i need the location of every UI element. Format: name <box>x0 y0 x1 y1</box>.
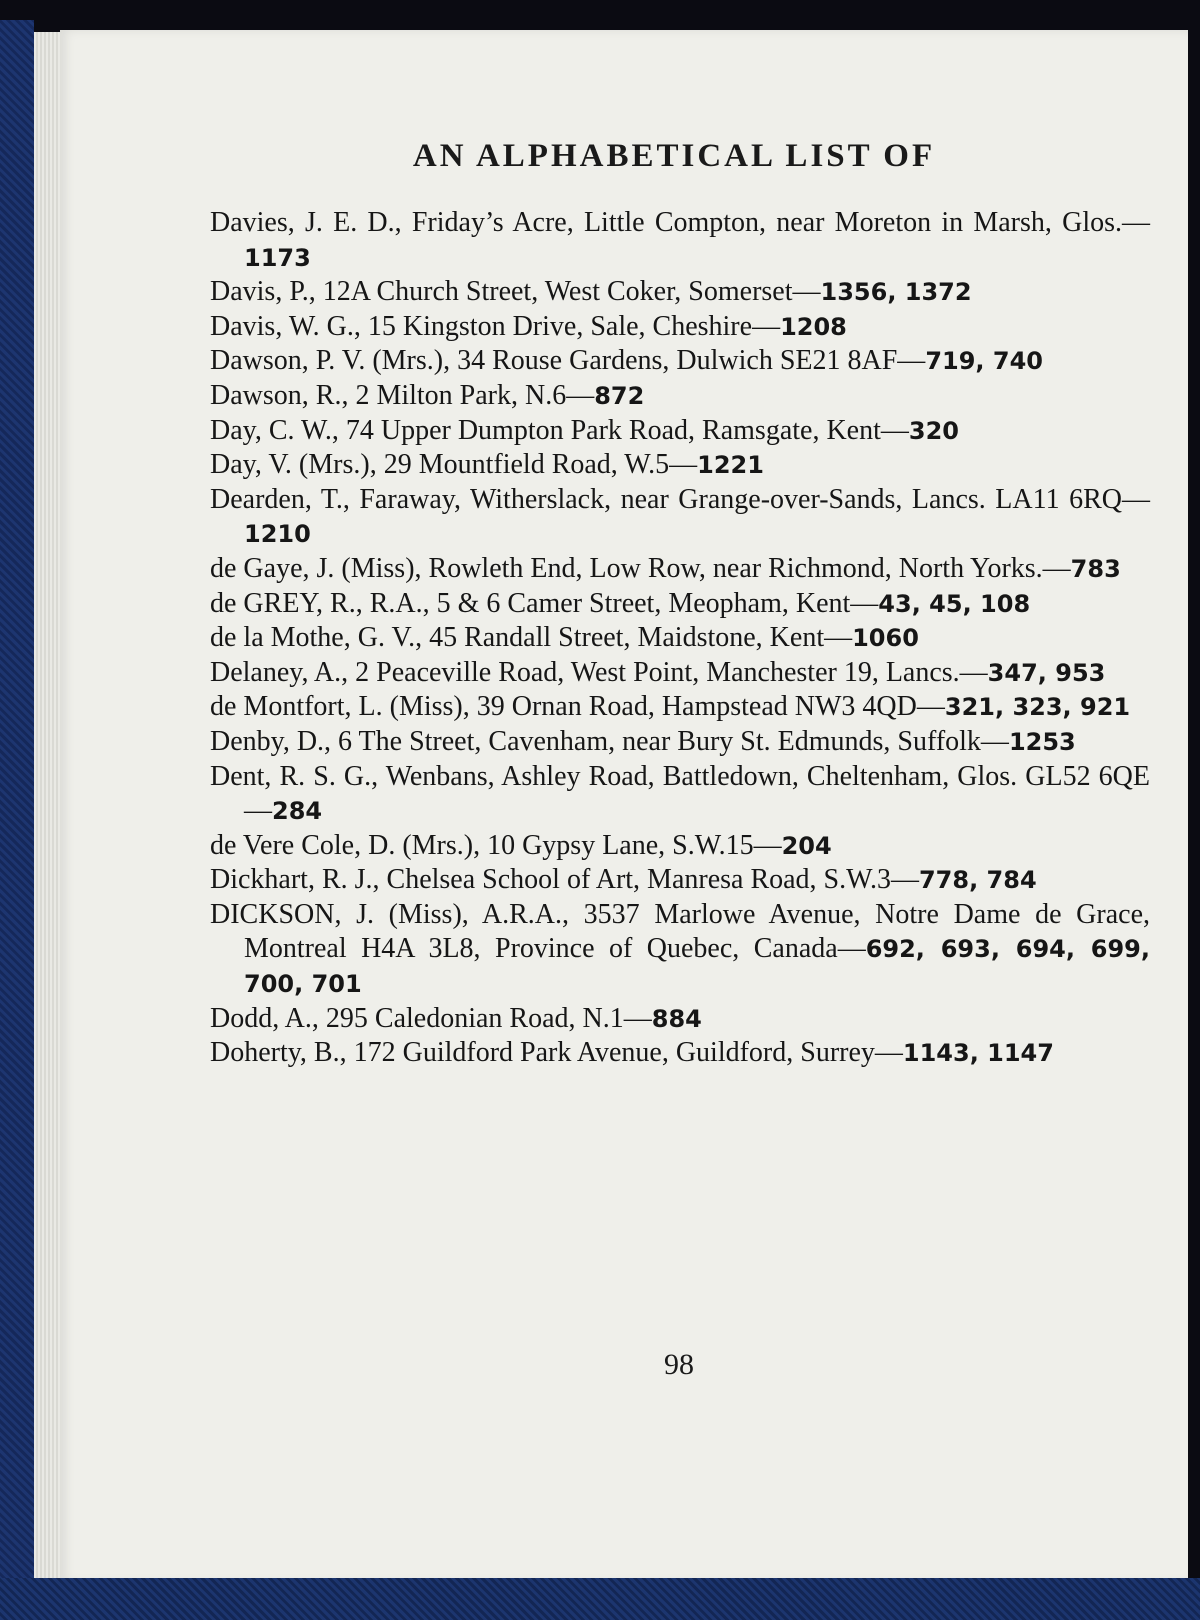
book-binding <box>0 20 34 1580</box>
list-entry <box>210 760 1150 829</box>
entry-refs: 204 <box>781 831 832 860</box>
entry-refs: 1143, 1147 <box>902 1039 1054 1068</box>
list-entry <box>210 587 1150 622</box>
entry-text: Davies, J. E. D., Friday’s Acre, Little Compton, near Moreton in Marsh, Glos.— <box>210 207 1150 238</box>
entry-text: de la Mothe, G. V., 45 Randall Street, Maidstone, Kent— <box>210 622 853 654</box>
entry-text: de Gaye, J. (Miss), Rowleth End, Low Row, near Richmond, North Yorks.— <box>210 552 1071 584</box>
entry-refs: 1208 <box>780 312 847 341</box>
entry-refs: 778, 784 <box>918 866 1037 895</box>
entry-refs: 320 <box>908 416 959 445</box>
list-entry <box>210 690 1150 725</box>
entry-refs: 1173 <box>244 243 311 272</box>
entry-refs: 1253 <box>1008 727 1076 756</box>
entry-refs: 692, 693, 694, 699, 700, 701 <box>244 935 1150 999</box>
list-entry <box>210 1036 1150 1071</box>
list-entry <box>210 863 1150 898</box>
entry-text: Dickhart, R. J., Chelsea School of Art, Manresa Road, S.W.3— <box>210 864 919 896</box>
list-entry <box>210 552 1150 587</box>
list-entry <box>210 379 1150 414</box>
entry-text: de GREY, R., R.A., 5 & 6 Camer Street, Meopham, Kent— <box>210 587 879 619</box>
list-entry <box>210 275 1150 310</box>
entry-refs: 872 <box>594 381 645 410</box>
book-cover-edge <box>0 1578 1200 1620</box>
entry-text: DICKSON, J. (Miss), A.R.A., 3537 Marlowe Avenue, Notre Dame de Grace, Montreal H4A 3L8, Province of Quebec, Canada— <box>210 898 1150 965</box>
entry-text: Dodd, A., 295 Caledonian Road, N.1— <box>210 1002 652 1034</box>
entry-refs: 1060 <box>852 624 919 653</box>
list-entry <box>210 1002 1150 1037</box>
page-number: 98 <box>664 1348 694 1381</box>
entry-refs: 43, 45, 108 <box>878 589 1031 618</box>
entry-text: Dent, R. S. G., Wenbans, Ashley Road, Battledown, Cheltenham, Glos. GL52 6QE— <box>210 760 1150 827</box>
list-entry <box>210 898 1150 1002</box>
entry-text: Dawson, P. V. (Mrs.), 34 Rouse Gardens, Dulwich SE21 8AF— <box>210 345 926 377</box>
list-entry <box>210 310 1150 345</box>
entry-text: Day, V. (Mrs.), 29 Mountfield Road, W.5— <box>210 449 698 481</box>
entry-refs: 884 <box>651 1004 702 1033</box>
page-heading: AN ALPHABETICAL LIST OF <box>412 138 936 174</box>
list-entry <box>210 206 1150 275</box>
entry-text: de Vere Cole, D. (Mrs.), 10 Gypsy Lane, S.W.15— <box>210 829 782 861</box>
entry-refs: 284 <box>272 797 323 826</box>
entry-refs: 1210 <box>244 520 311 549</box>
list-entry <box>210 344 1150 379</box>
entry-refs: 347, 953 <box>987 658 1106 687</box>
entry-text: Dearden, T., Faraway, Witherslack, near Grange-over-Sands, Lancs. LA11 6RQ— <box>210 483 1150 515</box>
entry-text: Doherty, B., 172 Guildford Park Avenue, Guildford, Surrey— <box>210 1037 903 1069</box>
entry-refs: 1356, 1372 <box>820 278 972 307</box>
entry-text: Denby, D., 6 The Street, Cavenham, near Bury St. Edmunds, Suffolk— <box>210 725 1009 757</box>
list-entry <box>210 414 1150 449</box>
book-page <box>60 30 1188 1582</box>
entry-refs: 321, 323, 921 <box>944 693 1131 722</box>
entry-text: Davis, P., 12A Church Street, West Coker, Somerset— <box>210 276 821 308</box>
entry-refs: 1221 <box>697 451 764 480</box>
list-entry <box>210 621 1150 656</box>
entry-text: de Montfort, L. (Miss), 39 Ornan Road, Hampstead NW3 4QD— <box>210 691 945 723</box>
entry-refs: 783 <box>1070 554 1121 583</box>
entry-text: Delaney, A., 2 Peaceville Road, West Point, Manchester 19, Lancs.— <box>210 656 988 688</box>
list-entry <box>210 725 1150 760</box>
list-entry <box>210 656 1150 691</box>
entry-text: Davis, W. G., 15 Kingston Drive, Sale, Cheshire— <box>210 310 781 342</box>
entry-text: Day, C. W., 74 Upper Dumpton Park Road, Ramsgate, Kent— <box>210 414 909 446</box>
entry-refs: 719, 740 <box>925 347 1043 376</box>
list-entry <box>210 448 1150 483</box>
list-entry <box>210 483 1150 552</box>
entry-text: Dawson, R., 2 Milton Park, N.6— <box>210 379 595 411</box>
list-entry <box>210 829 1150 864</box>
entry-list <box>210 206 1150 1071</box>
